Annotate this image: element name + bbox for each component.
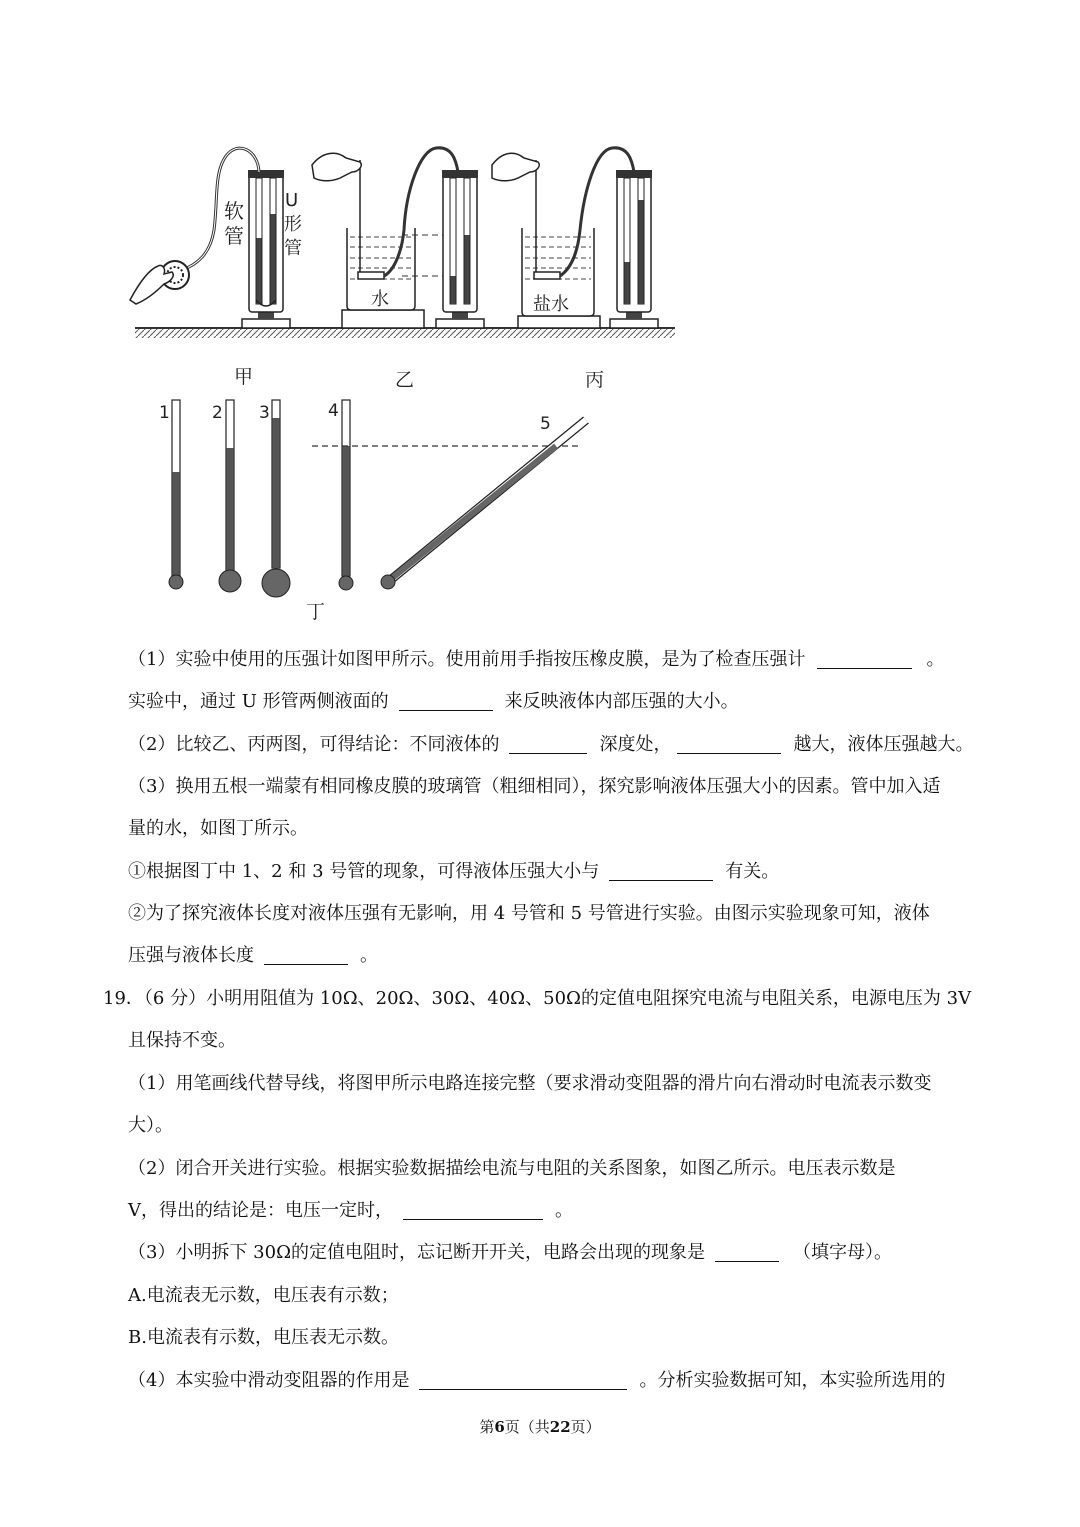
q19-part2-line2: V，得出的结论是：电压一定时， 。 [128,1200,573,1221]
q18-blank-6[interactable] [264,946,348,965]
tube-number-1: 1 [159,403,170,423]
q18-part1-line2: 实验中，通过 U 形管两侧液面的 来反映液体内部压强的大小。 [128,691,739,712]
q18-circle2-line1: ②为了探究液体长度对液体压强有无影响，用 4 号管和 5 号管进行实验。由图示实验现象可知，液体 [128,903,930,924]
q18-part3-line2: 量的水，如图丁所示。 [128,818,308,839]
ground-line [135,328,675,338]
page-number: 6 [494,1418,505,1436]
label-yi: 乙 [395,369,415,391]
q18-circle1: ①根据图丁中 1、2 和 3 号管的现象，可得液体压强大小与 有关。 [128,861,780,882]
label-uxingguan-1: U [285,190,299,211]
experiment-figure [0,0,1080,640]
q19-part4: （4）本实验中滑动变阻器的作用是 。分析实验数据可知，本实验所选用的 [128,1370,946,1391]
tube-number-2: 2 [212,403,223,423]
q19-blank-2[interactable] [715,1243,779,1262]
figure-yi-water-beaker [312,148,484,328]
q18-blank-3[interactable] [509,735,587,754]
tube-number-4: 4 [328,401,339,421]
q18-blank-4[interactable] [677,735,781,754]
figure-bing-saltwater-beaker [492,148,658,328]
page-total: 22 [549,1418,571,1436]
label-ruanguan-1: 软 [224,199,244,223]
q19-part3: （3）小明拆下 30Ω的定值电阻时，忘记断开开关，电路会出现的现象是 （填字母）。 [128,1242,892,1263]
q19-part2-line1: （2）闭合开关进行实验。根据实验数据描绘电流与电阻的关系图象，如图乙所示。电压表示数是 [128,1158,896,1179]
label-ding: 丁 [306,601,326,623]
label-saltwater: 盐水 [533,294,569,315]
label-bing: 丙 [585,369,605,391]
label-uxingguan-3: 管 [284,238,302,259]
label-ruanguan-2: 管 [224,224,244,248]
q18-blank-1[interactable] [817,650,912,669]
q19-option-a: A.电流表无示数，电压表有示数； [128,1285,399,1306]
q19-blank-1[interactable] [403,1201,543,1220]
q18-circle2-line2: 压强与液体长度 。 [128,945,378,966]
tube-number-3: 3 [259,403,270,423]
q18-part1-line1: （1）实验中使用的压强计如图甲所示。使用前用手指按压橡皮膜，是为了检查压强计 。 [128,649,945,670]
tube-number-5: 5 [540,414,551,434]
q19-blank-3[interactable] [419,1371,627,1390]
q18-part3-line1: （3）换用五根一端蒙有相同橡皮膜的玻璃管（粗细相同），探究影响液体压强大小的因素。管中加入适 [128,776,941,797]
label-uxingguan-2: 形 [284,214,302,235]
q19-heading-line2: 且保持不变。 [128,1030,236,1051]
q18-part2: （2）比较乙、丙两图，可得结论：不同液体的 深度处， 越大，液体压强越大。 [128,734,974,755]
label-water: 水 [371,289,389,310]
q18-blank-5[interactable] [609,862,713,881]
figure-ding-tubes [169,400,586,597]
q19-part1-line2: 大）。 [128,1115,173,1136]
q19-heading-line1: 19．（6 分）小明用阻值为 10Ω、20Ω、30Ω、40Ω、50Ω的定值电阻探究电流与电阻关系，电源电压为 3V [103,988,972,1009]
q19-option-b: B.电流表有示数，电压表无示数。 [128,1327,399,1348]
q19-part1-line1: （1）用笔画线代替导线，将图甲所示电路连接完整（要求滑动变阻器的滑片向右滑动时电流表示数变 [128,1073,932,1094]
figure-jia-manometer [130,148,290,328]
q18-blank-2[interactable] [399,692,493,711]
label-jia: 甲 [234,366,254,388]
page-footer: 第6页（共22页） [479,1418,601,1436]
